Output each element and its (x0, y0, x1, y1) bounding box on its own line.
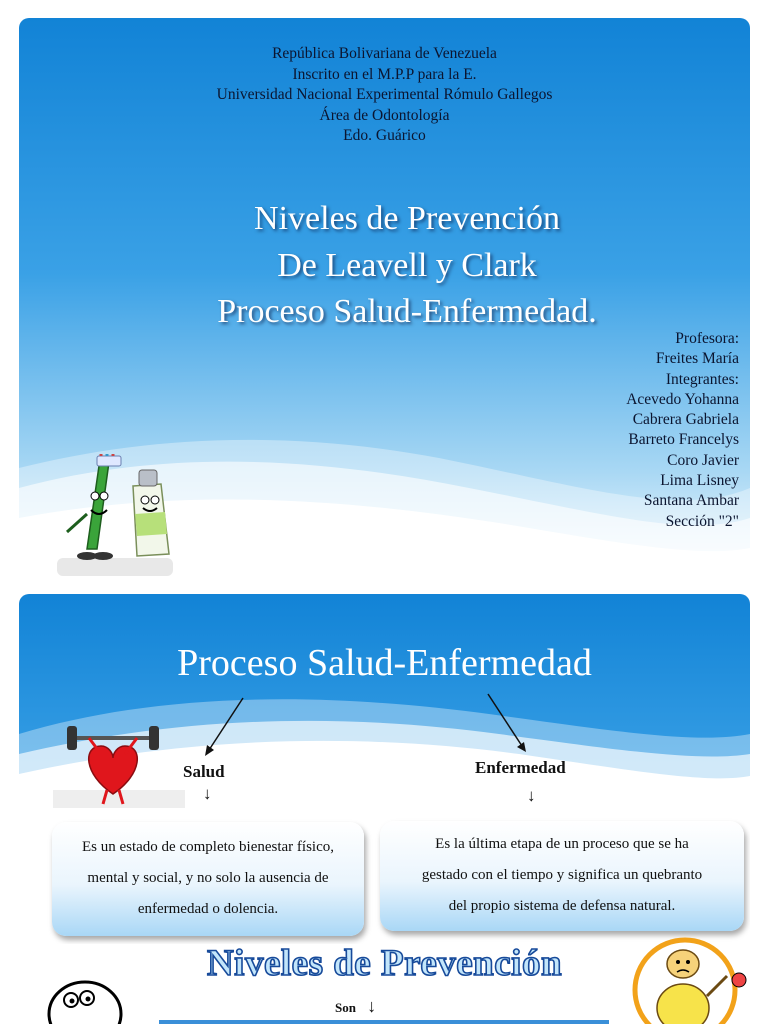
son-text: Son (335, 1000, 356, 1015)
enfermedad-definition-box (380, 821, 744, 931)
credit-line: Acevedo Yohanna (626, 390, 739, 408)
credit-line: Santana Ambar (643, 492, 739, 510)
salud-label: Salud (183, 762, 225, 781)
definition-line: enfermedad o dolencia. (137, 901, 279, 917)
toothbrush-toothpaste-image (57, 454, 177, 576)
enfermedad-label: Enfermedad (475, 758, 566, 777)
credits-list (626, 329, 739, 532)
header-line: Inscrito en el M.P.P para la E. (292, 65, 477, 83)
header-line: República Bolivariana de Venezuela (272, 45, 497, 62)
header-line: Edo. Guárico (343, 127, 426, 144)
credit-line: Freites María (655, 350, 739, 368)
salud-definition-box (52, 822, 364, 936)
son-arrow: ↓ (367, 996, 377, 1016)
credit-line: Barreto Francelys (628, 431, 739, 449)
title-slide (19, 18, 750, 586)
heart-weights-image (53, 724, 185, 808)
credit-line: Sección "2" (665, 512, 739, 530)
header-line: Universidad Nacional Experimental Rómulo Gallegos (216, 86, 553, 103)
enfermedad-arrow: ↓ (527, 786, 536, 805)
definition-line: del propio sistema de defensa natural. (448, 898, 676, 914)
credit-line: Integrantes: (665, 370, 739, 388)
health-disease-slide (19, 594, 750, 1024)
definition-line: gestado con el tiempo y significa un quebranto (421, 867, 703, 883)
header-line: Área de Odontología (319, 106, 450, 124)
credit-line: Cabrera Gabriela (632, 411, 739, 429)
presentation-title (19, 196, 750, 336)
title-line: De Leavell y Clark (277, 246, 537, 284)
son-label (335, 996, 376, 1017)
institution-header (19, 44, 750, 147)
definition-line: Es un estado de completo bienestar físico, (81, 839, 334, 855)
credit-line: Lima Lisney (660, 472, 739, 490)
definition-line: Es la última etapa de un proceso que se ha (435, 836, 689, 852)
definition-line: mental y social, y no solo la ausencia de (87, 870, 329, 886)
divider-line (159, 1020, 609, 1024)
niveles-title: Niveles de Prevención (206, 943, 563, 984)
title-line: Proceso Salud-Enfermedad. (217, 293, 597, 330)
title-line: Niveles de Prevención (254, 200, 560, 237)
slide-title: Proceso Salud-Enfermedad (177, 642, 592, 684)
credit-line: Coro Javier (667, 451, 739, 469)
salud-arrow: ↓ (203, 784, 212, 803)
credit-line: Profesora: (675, 330, 739, 347)
